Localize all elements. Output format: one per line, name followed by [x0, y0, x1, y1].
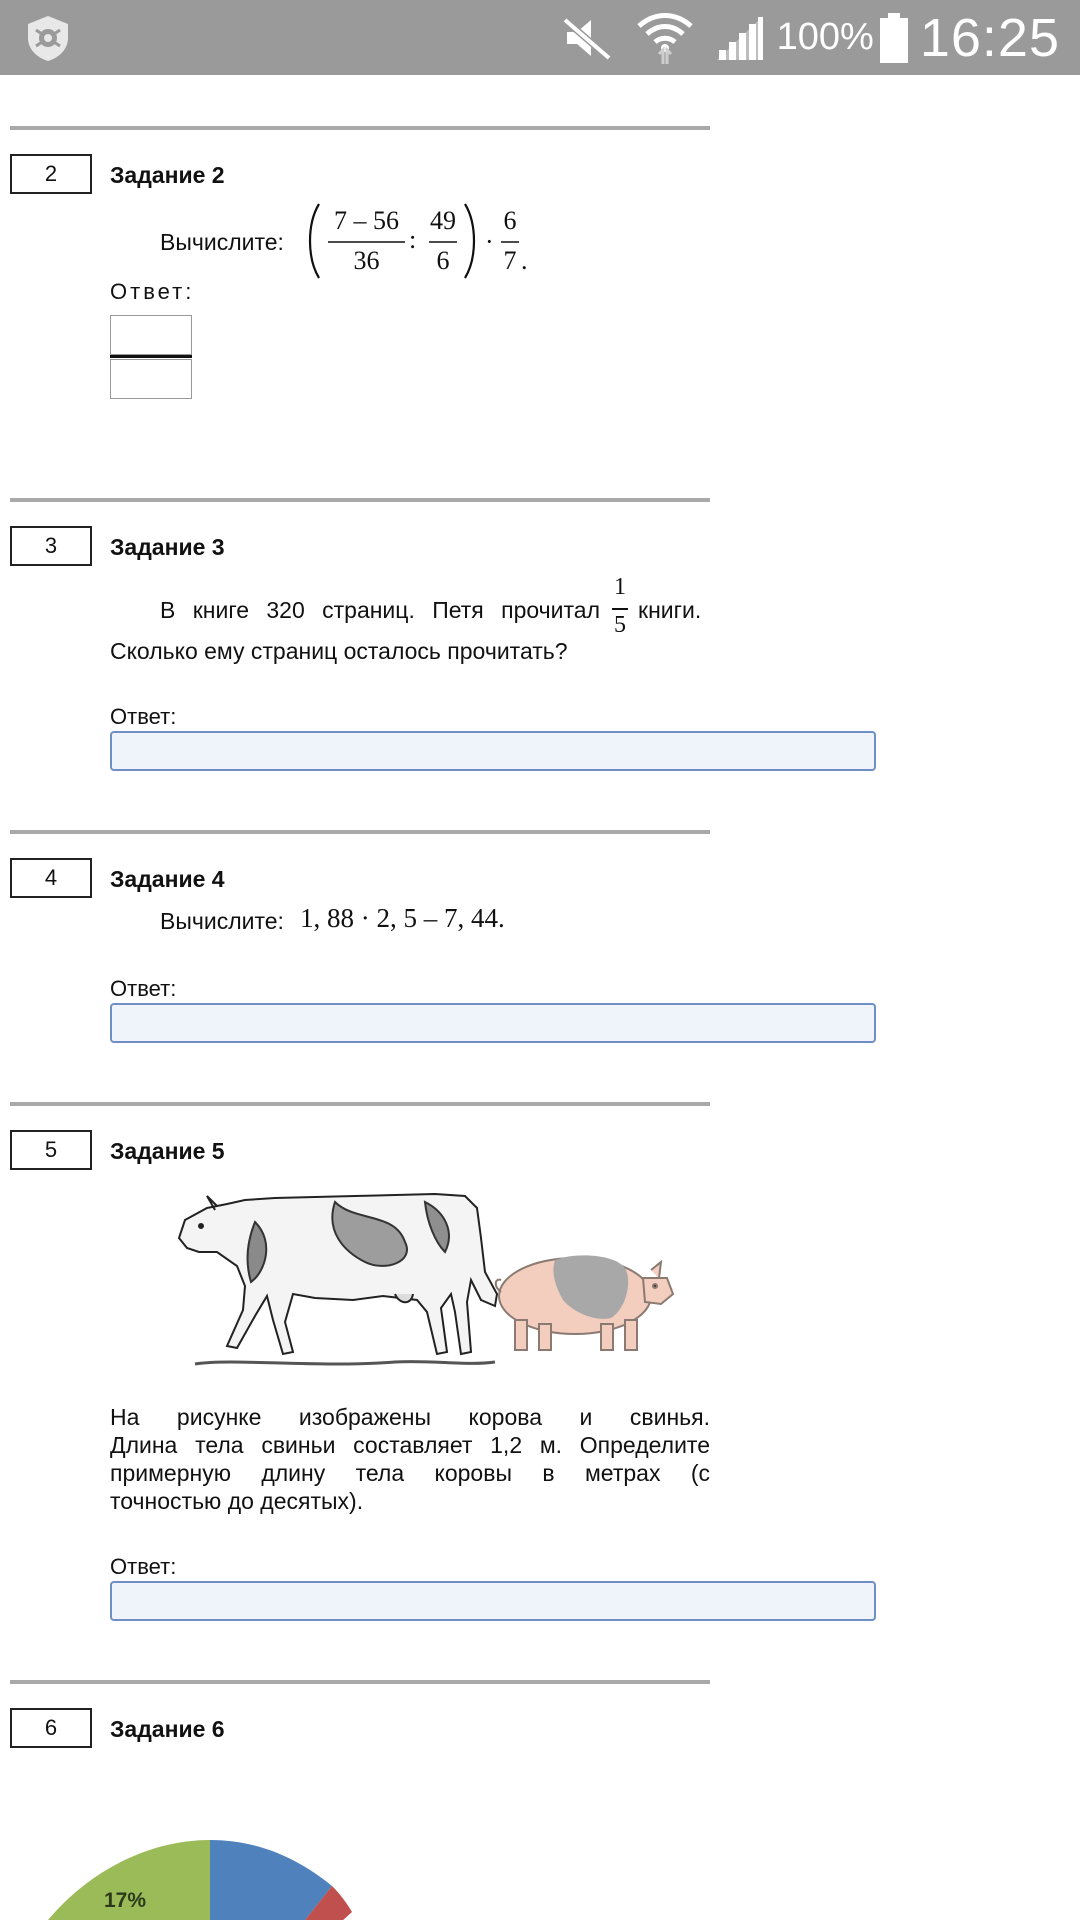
answer-input[interactable] [110, 1003, 876, 1043]
battery-percent: 100% [776, 16, 874, 58]
cow-figure [179, 1194, 497, 1364]
task-title: Задание 4 [110, 866, 225, 892]
task-title: Задание 2 [110, 162, 225, 188]
battery-icon [880, 13, 908, 63]
numerator-input[interactable] [110, 315, 192, 355]
cow-and-pig-illustration [155, 1182, 695, 1382]
answer-input[interactable] [110, 731, 876, 771]
fraction-denominator: 36 [353, 246, 380, 275]
pie-slice-blue [210, 1840, 332, 1920]
mute-icon [561, 14, 613, 62]
task-text: На рисунке изображены корова и свинья. [110, 1404, 710, 1430]
fraction-denominator: 5 [614, 612, 626, 638]
clock: 16:25 [919, 7, 1060, 68]
task-title: Задание 3 [110, 534, 225, 560]
fraction-numerator: 7 – 56 [334, 206, 399, 235]
separator [10, 1680, 710, 1684]
task-text: Сколько ему страниц осталось прочитать? [110, 638, 568, 664]
fraction-numerator: 1 [614, 574, 626, 600]
pie-slice-label: 17% [104, 1889, 147, 1912]
wifi-icon [635, 10, 695, 66]
status-bar [0, 0, 1080, 75]
shield-app-icon [22, 12, 74, 64]
math-expression: 1, 88 · 2, 5 – 7, 44. [300, 903, 505, 933]
pie-chart-partial [40, 1840, 400, 1920]
answer-input[interactable] [110, 1581, 876, 1621]
answer-label: Ответ: [110, 279, 195, 304]
operator: · [485, 227, 494, 256]
task-prompt: Вычислите: [160, 229, 284, 255]
fraction-bar [110, 355, 192, 358]
pig-figure [496, 1255, 673, 1350]
operator: : [409, 225, 417, 254]
task-title: Задание 6 [110, 1716, 225, 1742]
fraction-bar [612, 608, 628, 610]
fraction-numerator: 6 [503, 206, 517, 235]
denominator-input[interactable] [110, 359, 192, 399]
fraction-denominator: 7 [503, 246, 517, 275]
task-text: В книге 320 страниц. Петя прочитал [160, 597, 600, 623]
task-number: 5 [10, 1130, 92, 1170]
fraction-numerator: 49 [430, 206, 456, 235]
task-number: 3 [10, 526, 92, 566]
separator [10, 1102, 710, 1106]
task-number: 6 [10, 1708, 92, 1748]
inline-fraction [608, 574, 632, 644]
separator [10, 126, 710, 130]
math-expression [305, 200, 535, 282]
fraction-denominator: 6 [436, 246, 450, 275]
task-text: примерную длину тела коровы в метрах (с [110, 1460, 710, 1486]
task-number: 4 [10, 858, 92, 898]
answer-label: Ответ: [110, 704, 177, 729]
task-number: 2 [10, 154, 92, 194]
task-text: точностью до десятых). [110, 1488, 364, 1514]
signal-icon [715, 14, 765, 62]
period: . [521, 246, 528, 275]
task-prompt: Вычислите: [160, 908, 284, 934]
task-title: Задание 5 [110, 1138, 225, 1164]
separator [10, 830, 710, 834]
task-text: книги. [638, 597, 702, 623]
separator [10, 498, 710, 502]
answer-label: Ответ: [110, 976, 177, 1001]
answer-label: Ответ: [110, 1554, 177, 1579]
task-text: Длина тела свиньи составляет 1,2 м. Определите [110, 1432, 710, 1458]
